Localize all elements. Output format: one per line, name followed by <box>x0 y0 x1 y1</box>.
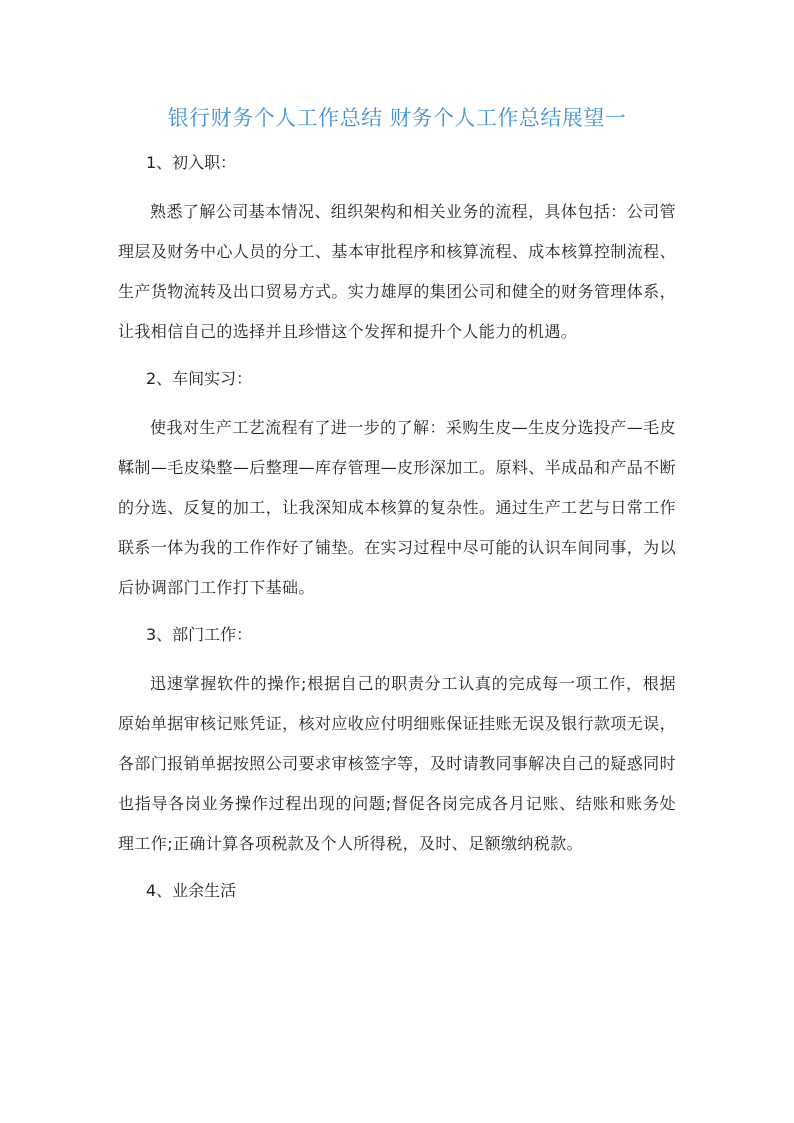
spacer <box>118 608 676 618</box>
document-title: 银行财务个人工作总结 财务个人工作总结展望一 <box>167 106 627 130</box>
spacer <box>118 652 676 664</box>
section-paragraph-2: 使我对生产工艺流程有了进一步的了解：采购生皮—生皮分选投产—毛皮鞣制—毛皮染整—后整理—库存管理—皮形深加工。原料、半成品和产品不断的分选、反复的加工，让我深知成本核算的复杂性。通过生产工艺与日常工作联系一体为我的工作作好了铺垫。在实习过程中尽可能的认识车间同事，为以后协调部门工作打下基础。 <box>118 418 676 597</box>
spacer <box>118 396 676 408</box>
section-heading-2: 2、车间实习： <box>146 369 253 388</box>
section-heading-3: 3、部门工作： <box>146 625 253 644</box>
section-heading-4: 4、业余生活 <box>146 881 237 900</box>
section-paragraph-3: 迅速掌握软件的操作;根据自己的职责分工认真的完成每一项工作，根据原始单据审核记账凭证，核对应收应付明细账保证挂账无误及银行款项无误，各部门报销单据按照公司要求审核签字等，及时请教同事解决自己的疑惑同时也指导各岗业务操作过程出现的问题;督促各岗完成各月记账、结账和账务处理工作;正确计算各项税款及个人所得税，及时、足额缴纳税款。 <box>118 674 676 853</box>
spacer <box>118 180 676 192</box>
spacer <box>118 352 676 362</box>
section-heading-1: 1、初入职： <box>146 153 237 172</box>
section-paragraph-1: 熟悉了解公司基本情况、组织架构和相关业务的流程，具体包括：公司管理层及财务中心人员的分工、基本审批程序和核算流程、成本核算控制流程、生产货物流转及出口贸易方式。实力雄厚的集团公司和健全的财务管理体系，让我相信自己的选择并且珍惜这个发挥和提升个人能力的机遇。 <box>118 202 676 341</box>
spacer <box>118 134 676 146</box>
spacer <box>118 864 676 874</box>
